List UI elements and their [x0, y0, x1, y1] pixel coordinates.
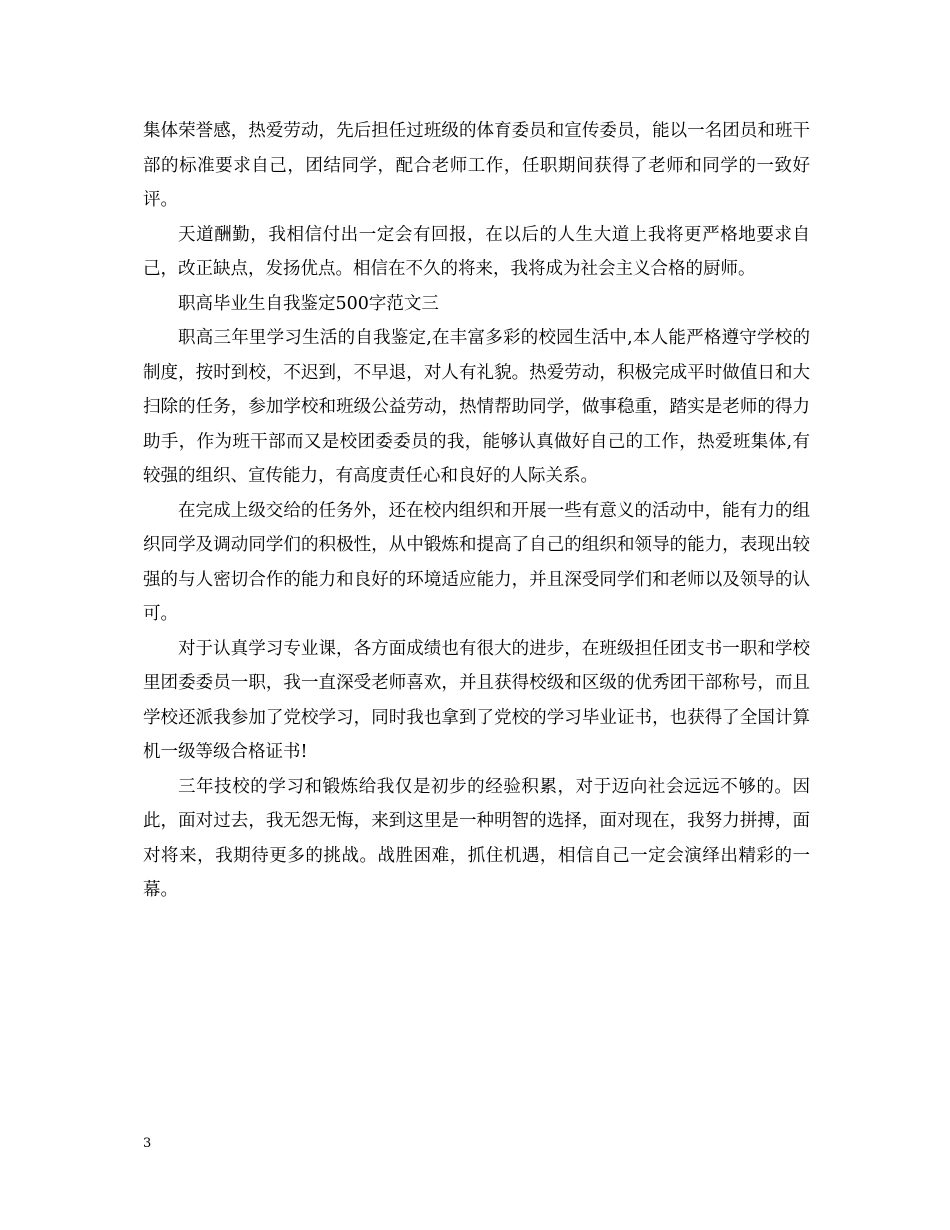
document-body: [143, 114, 810, 908]
paragraph-5: 在完成上级交给的任务外，还在校内组织和开展一些有意义的活动中，能有力的组织同学及调动同学们的积极性，从中锻炼和提高了自己的组织和领导的能力，表现出较强的与人密切合作的能力和良好的环境适应能力，并且深受同学们和老师以及领导的认可。: [143, 500, 810, 624]
page-number: 3: [143, 1136, 152, 1151]
paragraph-7: 三年技校的学习和锻炼给我仅是初步的经验积累，对于迈向社会远远不够的。因此，面对过去，我无怨无悔，来到这里是一种明智的选择，面对现在，我努力拼搏，面对将来，我期待更多的挑战。战胜困难，抓住机遇，相信自己一定会演绎出精彩的一幕。: [143, 776, 810, 900]
paragraph-4: 职高三年里学习生活的自我鉴定,在丰富多彩的校园生活中,本人能严格遵守学校的制度，按时到校，不迟到，不早退，对人有礼貌。热爱劳动，积极完成平时做值日和大扫除的任务，参加学校和班级公益劳动，热情帮助同学，做事稳重，踏实是老师的得力助手，作为班干部而又是校团委委员的我，能够认真做好自己的工作，热爱班集体,有较强的组织、宣传能力，有高度责任心和良好的人际关系。: [143, 328, 810, 486]
paragraph-6: 对于认真学习专业课，各方面成绩也有很大的进步，在班级担任团支书一职和学校里团委委员一职，我一直深受老师喜欢，并且获得校级和区级的优秀团干部称号，而且学校还派我参加了党校学习，同时我也拿到了党校的学习毕业证书，也获得了全国计算机一级等级合格证书!: [143, 638, 810, 762]
paragraph-1: 集体荣誉感，热爱劳动，先后担任过班级的体育委员和宣传委员，能以一名团员和班干部的标准要求自己，团结同学，配合老师工作，任职期间获得了老师和同学的一致好评。: [143, 121, 810, 210]
paragraph-2: 天道酬勤，我相信付出一定会有回报，在以后的人生大道上我将更严格地要求自己，改正缺点，发扬优点。相信在不久的将来，我将成为社会主义合格的厨师。: [143, 224, 810, 279]
section-heading: 职高毕业生自我鉴定500字范文三: [178, 293, 439, 314]
